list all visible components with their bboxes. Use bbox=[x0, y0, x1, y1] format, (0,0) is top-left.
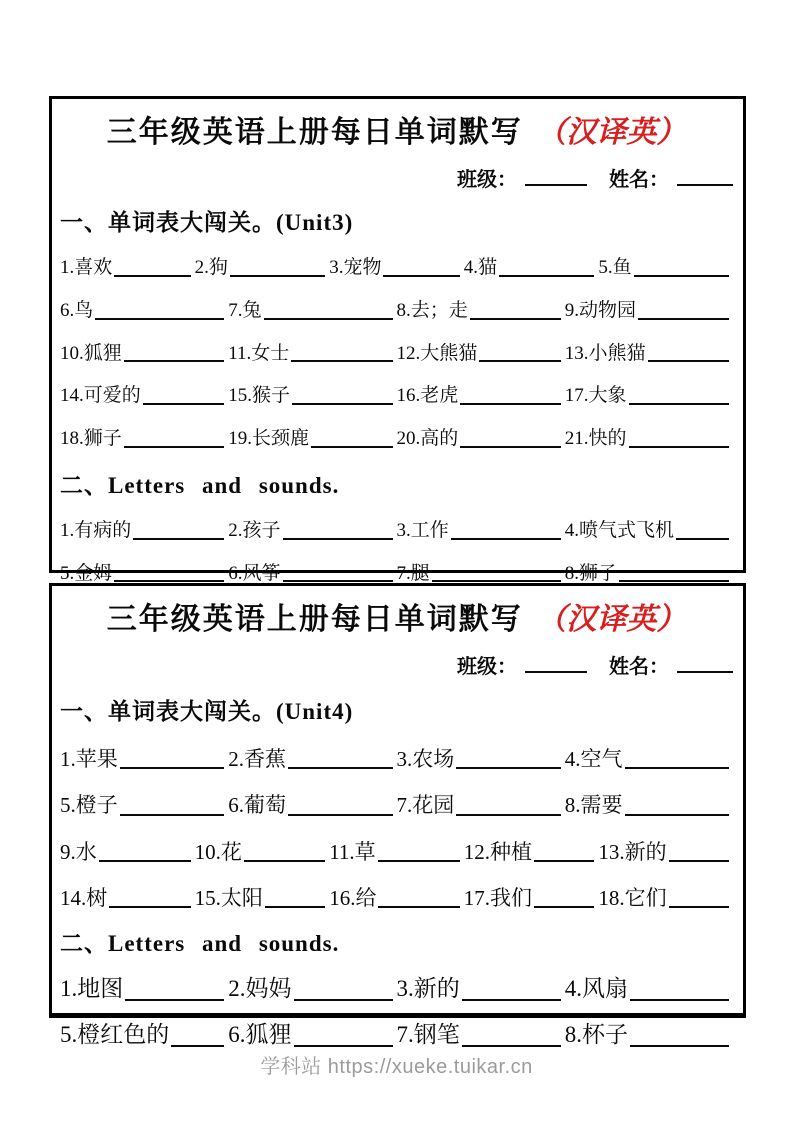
meta-row bbox=[60, 650, 733, 679]
name-blank bbox=[677, 671, 733, 673]
word-row bbox=[60, 1021, 733, 1050]
word-label: 13.小熊猫 bbox=[564, 342, 646, 364]
word-label: 17.我们 bbox=[463, 885, 533, 910]
section-heading-vocab: 一、单词表大闯关。(Unit3) bbox=[60, 210, 354, 235]
word-label: 4.风扇 bbox=[564, 976, 628, 1001]
word-item bbox=[60, 975, 228, 1004]
answer-blank bbox=[124, 360, 224, 362]
word-label: 3.工作 bbox=[396, 519, 449, 541]
word-item bbox=[565, 792, 733, 818]
answer-blank bbox=[383, 275, 459, 277]
footer-credit: 学科站 https://xueke.tuikar.cn bbox=[260, 1056, 533, 1078]
word-label: 21.快的 bbox=[564, 428, 627, 449]
word-label: 7.钢笔 bbox=[396, 1021, 460, 1047]
letters-rows bbox=[60, 519, 733, 586]
word-item bbox=[60, 746, 228, 772]
answer-blank bbox=[479, 360, 560, 362]
word-row bbox=[60, 562, 733, 586]
word-label: 2.狗 bbox=[194, 257, 228, 278]
answer-blank bbox=[311, 446, 392, 448]
class-label: 班级： bbox=[457, 169, 517, 191]
word-item bbox=[565, 519, 733, 543]
answer-blank bbox=[456, 767, 561, 769]
word-label: 10.狐狸 bbox=[60, 342, 122, 364]
answer-blank bbox=[109, 906, 190, 908]
word-item bbox=[60, 839, 195, 865]
sheet-title-note: （汉译英） bbox=[536, 603, 687, 636]
section-heading-letters: 二、Letters and sounds. bbox=[60, 472, 340, 498]
word-item bbox=[565, 975, 733, 1004]
word-item bbox=[60, 299, 228, 323]
word-item bbox=[397, 792, 565, 818]
word-item bbox=[329, 885, 464, 911]
answer-blank bbox=[669, 860, 729, 862]
word-label: 7.腿 bbox=[396, 562, 430, 584]
word-row bbox=[60, 427, 733, 451]
word-label: 14.可爱的 bbox=[60, 385, 141, 407]
answer-blank bbox=[294, 999, 393, 1001]
word-row bbox=[60, 519, 733, 543]
word-item bbox=[565, 562, 733, 586]
word-item bbox=[397, 562, 565, 586]
word-item bbox=[228, 792, 396, 818]
word-label: 11.草 bbox=[329, 839, 376, 864]
word-row bbox=[60, 885, 733, 911]
word-item bbox=[464, 885, 599, 911]
word-item bbox=[60, 256, 195, 280]
word-label: 5.鱼 bbox=[598, 257, 632, 278]
answer-blank bbox=[288, 767, 393, 769]
word-label: 1.地图 bbox=[60, 976, 124, 1001]
word-row bbox=[60, 342, 733, 366]
word-item bbox=[397, 1021, 565, 1050]
word-item bbox=[565, 427, 733, 451]
word-label: 5.金姆 bbox=[60, 562, 113, 584]
answer-blank bbox=[462, 1045, 561, 1047]
word-label: 3.新的 bbox=[396, 976, 460, 1001]
word-item bbox=[60, 427, 228, 451]
word-label: 2.妈妈 bbox=[228, 976, 292, 1001]
word-item bbox=[397, 342, 565, 366]
answer-blank bbox=[378, 860, 460, 862]
answer-blank bbox=[114, 580, 224, 582]
word-label: 4.喷气式飞机 bbox=[564, 519, 675, 541]
word-item bbox=[228, 427, 396, 451]
section-heading-letters: 二、Letters and sounds. bbox=[60, 931, 340, 956]
sheet-title-row bbox=[60, 594, 733, 638]
word-item bbox=[397, 746, 565, 772]
word-label: 20.高的 bbox=[396, 428, 459, 449]
word-item bbox=[60, 384, 228, 408]
word-label: 6.葡萄 bbox=[228, 793, 286, 818]
answer-blank bbox=[630, 999, 729, 1001]
section-heading-vocab: 一、单词表大闯关。(Unit4) bbox=[60, 699, 354, 724]
answer-blank bbox=[114, 275, 190, 277]
word-label: 4.猫 bbox=[463, 257, 498, 278]
word-label: 6.鸟 bbox=[60, 299, 94, 321]
word-row bbox=[60, 384, 733, 408]
answer-blank bbox=[470, 318, 561, 320]
word-item bbox=[228, 1021, 396, 1050]
word-label: 5.橙红色的 bbox=[60, 1021, 170, 1047]
word-label: 1.喜欢 bbox=[60, 257, 113, 278]
answer-blank bbox=[99, 860, 191, 862]
word-row bbox=[60, 839, 733, 865]
word-label: 8.去；走 bbox=[396, 299, 468, 321]
answer-blank bbox=[283, 580, 393, 582]
word-row bbox=[60, 746, 733, 772]
word-label: 6.风筝 bbox=[228, 562, 281, 584]
answer-blank bbox=[120, 814, 225, 816]
worksheet-unit3 bbox=[49, 96, 746, 584]
word-row bbox=[60, 792, 733, 818]
vocab-rows bbox=[60, 256, 733, 451]
word-label: 13.新的 bbox=[598, 839, 667, 864]
word-item bbox=[195, 885, 330, 911]
word-label: 8.狮子 bbox=[564, 562, 618, 584]
word-item bbox=[60, 885, 195, 911]
word-row bbox=[60, 975, 733, 1004]
word-row bbox=[60, 256, 733, 280]
word-item bbox=[60, 519, 228, 543]
letters-rows bbox=[60, 975, 733, 1050]
word-item bbox=[397, 519, 565, 543]
word-label: 4.空气 bbox=[564, 747, 623, 771]
answer-blank bbox=[294, 1045, 393, 1047]
word-item bbox=[195, 256, 330, 280]
word-item bbox=[228, 562, 396, 586]
worksheet-unit4 bbox=[49, 583, 746, 1047]
word-label: 5.橙子 bbox=[60, 793, 118, 818]
answer-blank bbox=[125, 999, 224, 1001]
word-label: 19.长颈鹿 bbox=[228, 428, 310, 449]
answer-blank bbox=[244, 860, 325, 862]
word-item bbox=[565, 1021, 733, 1050]
word-item bbox=[565, 384, 733, 408]
word-label: 17.大象 bbox=[564, 385, 627, 407]
answer-blank bbox=[648, 360, 729, 362]
answer-blank bbox=[456, 814, 561, 816]
word-item bbox=[228, 746, 396, 772]
name-label: 姓名： bbox=[609, 169, 669, 191]
answer-blank bbox=[288, 814, 393, 816]
answer-blank bbox=[265, 906, 325, 908]
answer-blank bbox=[432, 580, 561, 582]
vocab-rows bbox=[60, 746, 733, 911]
word-item bbox=[228, 384, 396, 408]
answer-blank bbox=[630, 1045, 729, 1047]
sheet-title: 三年级英语上册每日单词默写 bbox=[106, 116, 523, 149]
answer-blank bbox=[460, 446, 560, 448]
word-label: 7.兔 bbox=[228, 299, 262, 321]
word-item bbox=[60, 1021, 228, 1050]
word-label: 1.苹果 bbox=[60, 747, 118, 771]
word-label: 2.孩子 bbox=[228, 519, 281, 541]
answer-blank bbox=[676, 538, 729, 540]
answer-blank bbox=[629, 446, 729, 448]
word-item bbox=[565, 299, 733, 323]
word-label: 15.猴子 bbox=[228, 385, 291, 407]
answer-blank bbox=[95, 318, 224, 320]
answer-blank bbox=[292, 403, 392, 405]
answer-blank bbox=[451, 538, 561, 540]
name-blank bbox=[677, 184, 733, 186]
word-item bbox=[228, 519, 396, 543]
word-row bbox=[60, 299, 733, 323]
word-label: 9.动物园 bbox=[564, 299, 637, 321]
word-item bbox=[565, 746, 733, 772]
word-item bbox=[60, 562, 228, 586]
name-label: 姓名： bbox=[609, 656, 669, 678]
answer-blank bbox=[143, 403, 224, 405]
word-item bbox=[397, 384, 565, 408]
word-label: 3.农场 bbox=[396, 747, 455, 771]
answer-blank bbox=[264, 318, 393, 320]
word-label: 18.狮子 bbox=[60, 428, 122, 449]
answer-blank bbox=[638, 318, 729, 320]
word-label: 8.需要 bbox=[564, 793, 623, 818]
word-item bbox=[598, 256, 733, 280]
answer-blank bbox=[378, 906, 459, 908]
answer-blank bbox=[133, 538, 224, 540]
answer-blank bbox=[534, 860, 594, 862]
answer-blank bbox=[291, 360, 392, 362]
word-item bbox=[60, 342, 228, 366]
word-label: 16.老虎 bbox=[396, 385, 459, 407]
word-label: 2.香蕉 bbox=[228, 747, 286, 771]
word-item bbox=[329, 256, 464, 280]
answer-blank bbox=[625, 814, 730, 816]
word-item bbox=[598, 885, 733, 911]
answer-blank bbox=[499, 275, 594, 277]
answer-blank bbox=[625, 767, 730, 769]
word-item bbox=[397, 299, 565, 323]
word-item bbox=[397, 975, 565, 1004]
word-item bbox=[228, 299, 396, 323]
answer-blank bbox=[669, 906, 729, 908]
answer-blank bbox=[120, 767, 225, 769]
answer-blank bbox=[230, 275, 325, 277]
word-item bbox=[464, 839, 599, 865]
word-item bbox=[228, 975, 396, 1004]
word-label: 9.水 bbox=[60, 839, 97, 864]
meta-row bbox=[60, 163, 733, 192]
word-label: 18.它们 bbox=[598, 885, 667, 910]
class-blank bbox=[525, 671, 587, 673]
sheet-title-note: （汉译英） bbox=[536, 116, 687, 149]
answer-blank bbox=[619, 580, 729, 582]
word-item bbox=[397, 427, 565, 451]
class-label: 班级： bbox=[457, 656, 517, 678]
word-label: 3.宠物 bbox=[329, 257, 382, 278]
word-label: 8.杯子 bbox=[564, 1021, 628, 1047]
answer-blank bbox=[534, 906, 594, 908]
answer-blank bbox=[460, 403, 560, 405]
sheet-title-row bbox=[60, 107, 733, 151]
word-label: 12.种植 bbox=[463, 839, 533, 864]
answer-blank bbox=[171, 1045, 224, 1047]
word-label: 11.女士 bbox=[228, 342, 290, 364]
word-label: 1.有病的 bbox=[60, 519, 132, 541]
word-item bbox=[464, 256, 599, 280]
word-item bbox=[60, 792, 228, 818]
class-blank bbox=[525, 184, 587, 186]
word-label: 7.花园 bbox=[396, 793, 455, 818]
word-label: 16.给 bbox=[329, 885, 377, 910]
word-label: 6.狐狸 bbox=[228, 1021, 292, 1047]
word-label: 12.大熊猫 bbox=[396, 342, 478, 364]
word-item bbox=[598, 839, 733, 865]
word-item bbox=[329, 839, 464, 865]
word-item bbox=[195, 839, 330, 865]
answer-blank bbox=[462, 999, 561, 1001]
answer-blank bbox=[283, 538, 393, 540]
word-label: 15.太阳 bbox=[194, 885, 263, 910]
answer-blank bbox=[629, 403, 729, 405]
word-item bbox=[565, 342, 733, 366]
sheet-title: 三年级英语上册每日单词默写 bbox=[106, 603, 523, 636]
answer-blank bbox=[124, 446, 224, 448]
word-label: 14.树 bbox=[60, 885, 108, 910]
word-item bbox=[228, 342, 396, 366]
answer-blank bbox=[634, 275, 729, 277]
word-label: 10.花 bbox=[194, 839, 242, 864]
